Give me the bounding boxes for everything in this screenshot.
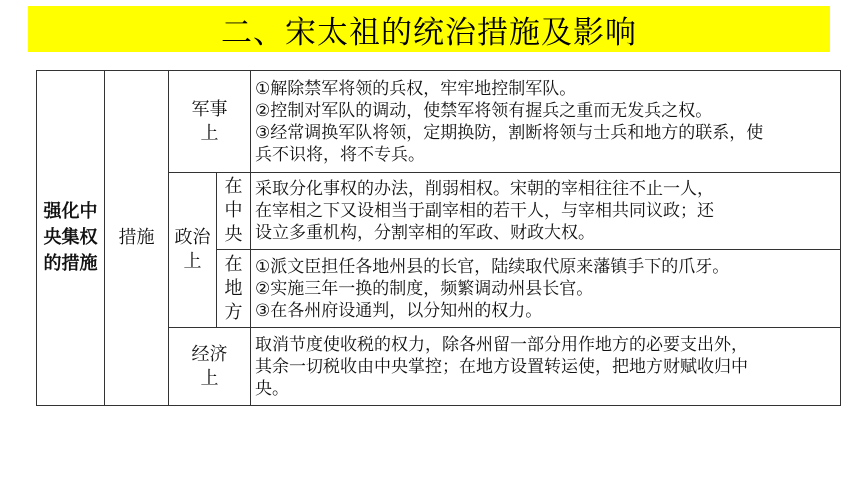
economic-area-line-2: 上 bbox=[200, 367, 219, 389]
political-area-line-2: 上 bbox=[183, 251, 202, 272]
military-content-cell bbox=[251, 71, 841, 173]
local-line-2: ②实施三年一换的制度，频繁调动州县长官。 bbox=[255, 278, 594, 299]
local-sub-3: 方 bbox=[224, 301, 243, 323]
page-title: 二、宋太祖的统治措施及影响 bbox=[28, 6, 830, 52]
local-sub-1: 在 bbox=[224, 253, 243, 275]
military-area-line-2: 上 bbox=[200, 122, 219, 144]
measures-label-cell: 措施 bbox=[105, 71, 169, 406]
measures-table bbox=[36, 70, 841, 406]
military-line-3: ③经常调换军队将领，定期换防，割断将领与士兵和地方的联系，使 bbox=[255, 122, 764, 143]
local-sub-2: 地 bbox=[224, 277, 243, 299]
military-line-2: ②控制对军队的调动，使禁军将领有握兵之重而无发兵之权。 bbox=[255, 100, 713, 121]
central-sub-cell bbox=[217, 173, 251, 250]
central-sub-1: 在 bbox=[224, 176, 243, 197]
category-line-2: 央集权 bbox=[43, 227, 98, 248]
political-area-line-1: 政治 bbox=[174, 227, 211, 248]
military-line-4: 兵不识将，将不专兵。 bbox=[255, 144, 425, 165]
economic-line-3: 央。 bbox=[255, 378, 289, 399]
central-line-3: 设立多重机构，分割宰相的军政、财政大权。 bbox=[255, 223, 595, 243]
local-content-cell bbox=[251, 250, 841, 328]
local-line-1: ①派文臣担任各地州县的长官，陆续取代原来藩镇手下的爪牙。 bbox=[255, 256, 730, 277]
central-content-cell bbox=[251, 173, 841, 250]
economic-area-cell bbox=[169, 328, 251, 406]
central-sub-3: 央 bbox=[224, 224, 243, 245]
category-line-3: 的措施 bbox=[43, 253, 98, 274]
central-line-1: 采取分化事权的办法，削弱相权。宋朝的宰相往往不止一人， bbox=[255, 179, 714, 199]
military-line-1: ①解除禁军将领的兵权，牢牢地控制军队。 bbox=[255, 78, 577, 99]
political-area-cell bbox=[169, 173, 217, 328]
category-line-1: 强化中 bbox=[43, 201, 98, 222]
military-area-cell bbox=[169, 71, 251, 173]
economic-line-2: 其余一切税收由中央掌控；在地方设置转运使，把地方财赋收归中 bbox=[255, 356, 748, 377]
economic-area-line-1: 经济 bbox=[191, 343, 228, 365]
economic-content-cell bbox=[251, 328, 841, 406]
military-area-line-1: 军事 bbox=[191, 98, 228, 120]
central-sub-2: 中 bbox=[224, 200, 243, 221]
central-line-2: 在宰相之下又设相当于副宰相的若干人，与宰相共同议政；还 bbox=[255, 201, 714, 221]
local-line-3: ③在各州府设通判，以分知州的权力。 bbox=[255, 300, 543, 321]
category-cell bbox=[37, 71, 105, 406]
economic-line-1: 取消节度使收税的权力，除各州留一部分用作地方的必要支出外， bbox=[255, 334, 748, 355]
local-sub-cell bbox=[217, 250, 251, 328]
table-row-military bbox=[37, 71, 841, 173]
